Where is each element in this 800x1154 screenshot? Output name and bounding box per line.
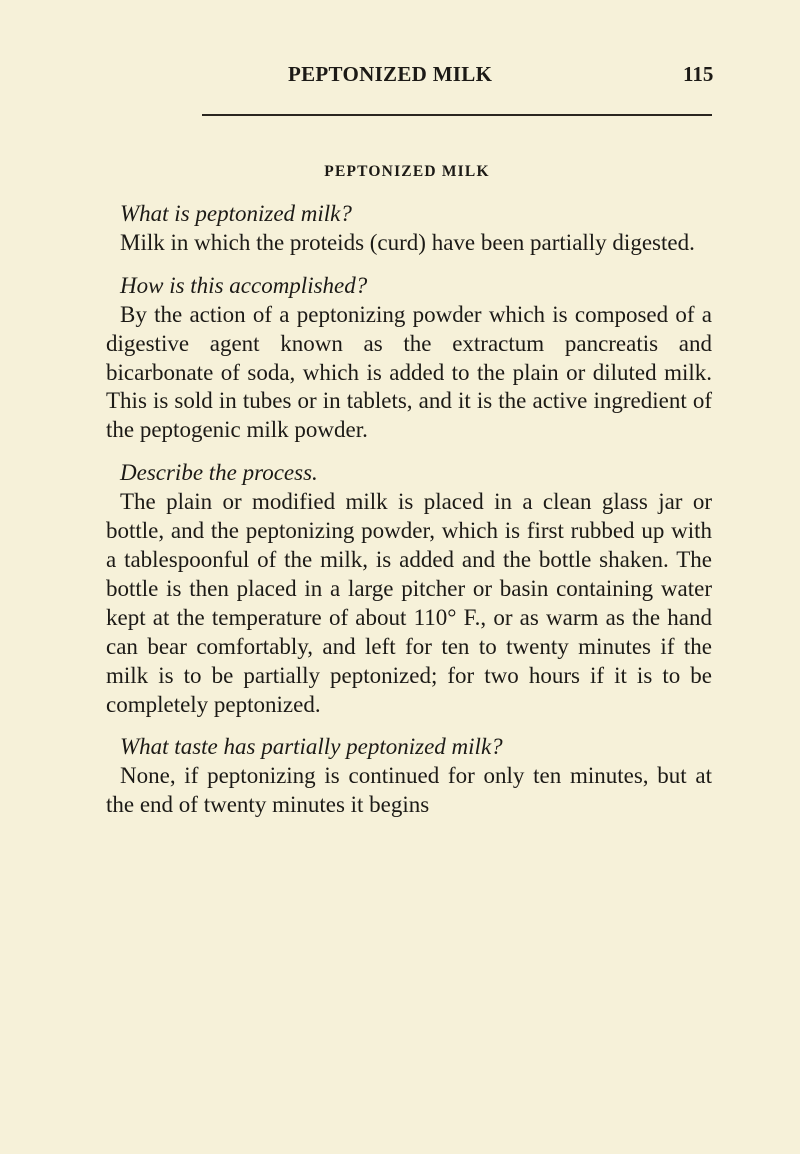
running-head bbox=[0, 62, 800, 96]
qa-block bbox=[106, 733, 712, 820]
question: What is peptonized milk? bbox=[120, 201, 352, 226]
question: What taste has partially peptonized milk? bbox=[120, 734, 503, 760]
answer: The plain or modified milk is placed in a clean glass jar or bottle, and the peptonizing powder, which is first rubbed up with a tablespoonful of the milk, is added and the bottle shaken. The bottle is then placed in a large pitcher or basin containing water kept at the temperature of about 110° F., or as warm as the hand can bear comfortably, and left for ten to twenty minutes if the milk is to be partially peptonized; for two hours if it is to be completely peptonized. bbox=[106, 489, 712, 717]
qa-block bbox=[106, 459, 712, 719]
header-rule bbox=[202, 114, 712, 116]
body-text bbox=[106, 200, 712, 834]
running-head-title: PEPTONIZED MILK bbox=[288, 62, 493, 86]
answer: Milk in which the proteids (curd) have been partially digested. bbox=[120, 229, 695, 255]
page-number: 115 bbox=[683, 62, 714, 86]
section-heading: PEPTONIZED MILK bbox=[324, 163, 490, 180]
qa-block bbox=[106, 200, 712, 258]
question: How is this accomplished? bbox=[120, 272, 368, 298]
answer: By the action of a peptonizing powder which is composed of a digestive agent known as the extractum pancreatis and bicarbonate of soda, which is added to the plain or diluted milk. This is sold in tubes or in tablets, and it is the active ingredient of the peptogenic milk powder. bbox=[106, 301, 712, 443]
answer: None, if peptonizing is continued for only ten minutes, but at the end of twenty minutes it begins bbox=[106, 763, 712, 818]
qa-block bbox=[106, 272, 712, 445]
question: Describe the process. bbox=[120, 460, 318, 486]
